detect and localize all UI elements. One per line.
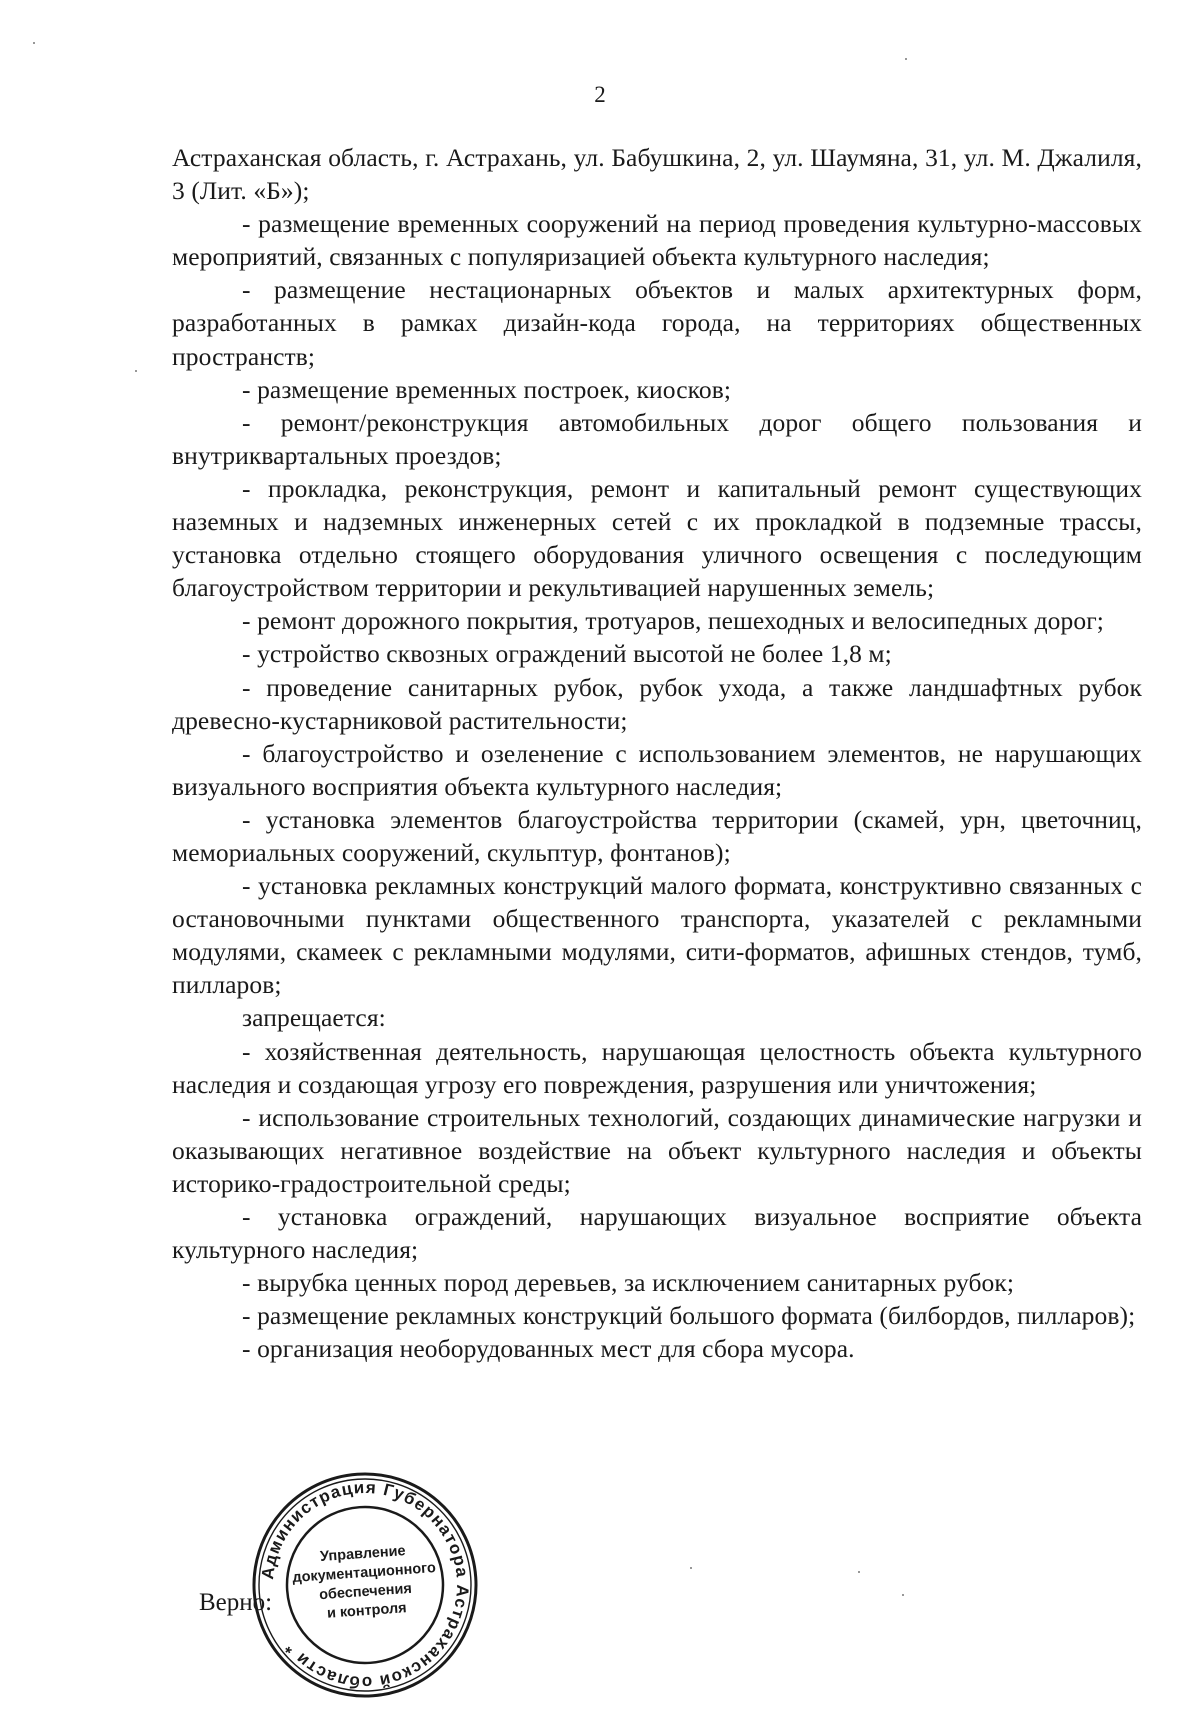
seal-line: Управление <box>319 1543 407 1566</box>
document-body <box>172 141 1142 1365</box>
scan-speck <box>905 58 907 60</box>
scan-speck <box>858 1571 860 1573</box>
body-paragraph: - установка ограждений, нарушающих визуальное восприятие объекта культурного наследия; <box>172 1202 1142 1265</box>
seal-line: документационного <box>291 1560 437 1587</box>
body-paragraph: - хозяйственная деятельность, нарушающая целостность объекта культурного наследия и создающая угрозу его повреждения, разрушения или уничтожения; <box>172 1036 1142 1099</box>
signature-label: Верно: <box>199 1589 273 1616</box>
official-seal <box>242 1462 487 1707</box>
scan-speck <box>33 42 35 44</box>
body-paragraph: - размещение временных сооружений на период проведения культурно-массовых мероприятий, связанных с популяризацией объекта культурного наследия; <box>172 209 1142 272</box>
body-paragraph: - размещение рекламных конструкций большого формата (билбордов, пилларов); <box>242 1301 1136 1331</box>
body-paragraph: - размещение нестационарных объектов и малых архитектурных форм, разработанных в рамках дизайн-кода города, на территориях общественных пространств; <box>172 275 1142 371</box>
seal-ring-text: Администрация Губернатора Астраханской области * <box>258 1477 473 1693</box>
body-paragraph: - прокладка, реконструкция, ремонт и капитальный ремонт существующих наземных и надземных инженерных сетей с их прокладкой в подземные трассы, установка отдельно стоящего оборудования уличного освещения с последующим благоустройством территории и рекультивацией нарушенных земель; <box>172 473 1142 603</box>
body-paragraph: - благоустройство и озеленение с использованием элементов, не нарушающих визуального восприятия объекта культурного наследия; <box>172 738 1142 801</box>
body-paragraph: - проведение санитарных рубок, рубок ухода, а также ландшафтных рубок древесно-кустарниковой растительности; <box>172 672 1142 735</box>
body-paragraph: - вырубка ценных пород деревьев, за исключением санитарных рубок; <box>242 1268 1015 1298</box>
scan-speck <box>902 1594 904 1596</box>
body-paragraph: - использование строительных технологий, создающих динамические нагрузки и оказывающих негативное воздействие на объект культурного наследия и объекты историко-градостроительной среды; <box>172 1102 1142 1198</box>
body-paragraph: Астраханская область, г. Астрахань, ул. Бабушкина, 2, ул. Шаумяна, 31, ул. М. Джалиля, 3 (Лит. «Б»); <box>172 143 1142 206</box>
body-paragraph: - установка элементов благоустройства территории (скамей, урн, цветочниц, мемориальных сооружений, скульптур, фонтанов); <box>172 804 1142 867</box>
body-paragraph: - ремонт/реконструкция автомобильных дорог общего пользования и внутриквартальных проездов; <box>172 407 1142 470</box>
body-paragraph: запрещается: <box>242 1003 386 1033</box>
body-paragraph: - размещение временных построек, киосков; <box>242 374 732 404</box>
seal-line: и контроля <box>326 1600 408 1622</box>
page-number: 2 <box>594 82 606 107</box>
scan-speck <box>690 1567 692 1569</box>
seal-center-text <box>283 1540 446 1627</box>
body-paragraph: - ремонт дорожного покрытия, тротуаров, пешеходных и велосипедных дорог; <box>242 606 1104 636</box>
seal-line: обеспечения <box>318 1580 413 1604</box>
body-paragraph: - организация необорудованных мест для сбора мусора. <box>242 1334 855 1364</box>
body-paragraph: - устройство сквозных ограждений высотой не более 1,8 м; <box>242 639 892 669</box>
body-paragraph: - установка рекламных конструкций малого формата, конструктивно связанных с остановочными пунктами общественного транспорта, указателей с рекламными модулями, скамеек с рекламными модулями, сити-форматов, афишных стендов, тумб, пилларов; <box>172 871 1142 1000</box>
scan-speck <box>135 370 137 372</box>
